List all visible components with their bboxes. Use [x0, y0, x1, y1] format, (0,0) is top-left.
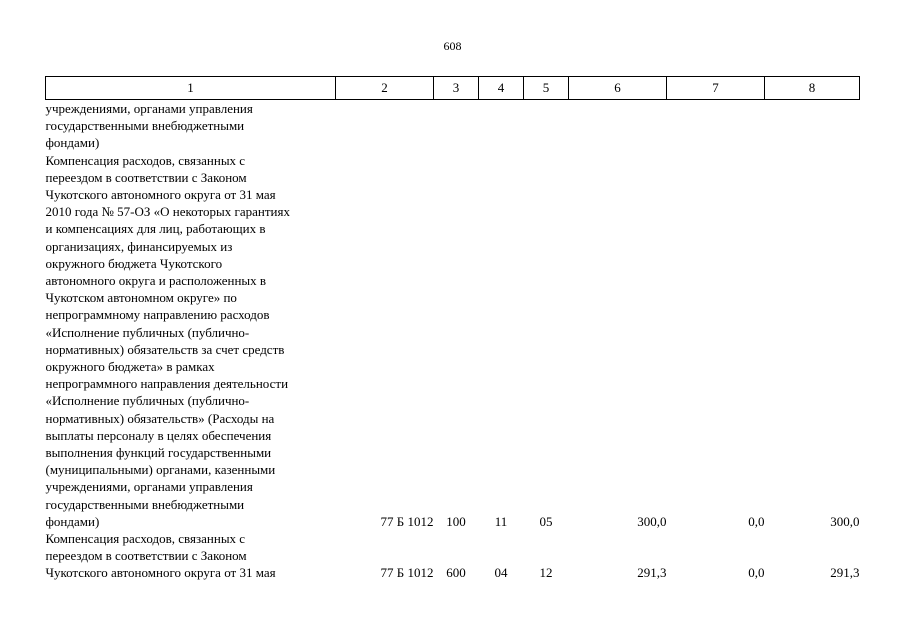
description-line: «Исполнение публичных (публично- — [45, 393, 250, 409]
amount-col7-cell: 0,0 — [748, 565, 765, 581]
header-col-7: 7 — [667, 77, 765, 100]
expense-type-cell — [434, 100, 479, 152]
description-line: окружного бюджета Чукотского — [45, 255, 223, 271]
amount-col8-cell: 300,0 — [830, 513, 860, 529]
section-cell: 11 — [494, 513, 508, 529]
header-row — [46, 77, 860, 100]
description-line: организациях, финансируемых из — [45, 238, 233, 254]
description-line: Компенсация расходов, связанных с — [45, 531, 246, 547]
description-line: переездом в соответствии с Законом — [45, 169, 247, 185]
description-line: выполнения функций государственными — [45, 445, 272, 461]
description-line: переездом в соответствии с Законом — [45, 548, 247, 564]
budget-code-cell: 77 Б 1012 — [380, 565, 434, 581]
description-line: непрограммному направлению расходов — [45, 307, 270, 323]
description-line: «Исполнение публичных (публично- — [45, 324, 250, 340]
description-line: и компенсациях для лиц, работающих в — [45, 221, 266, 237]
table-row — [46, 530, 860, 582]
description-line: государственными внебюджетными — [45, 118, 245, 134]
header-col-4: 4 — [479, 77, 524, 100]
subsection-cell: 05 — [539, 513, 553, 529]
table-row — [46, 152, 860, 530]
description-line: Чукотском автономном округе» по — [45, 290, 237, 306]
description-line: государственными внебюджетными — [45, 496, 245, 512]
amount-col7-cell — [667, 100, 765, 152]
description-line: непрограммного направления деятельности — [45, 376, 289, 392]
description-line: нормативных) обязательств за счет средств — [45, 341, 285, 357]
description-line: учреждениями, органами управления — [45, 479, 253, 495]
description-line: Чукотского автономного округа от 31 мая — [45, 565, 276, 581]
header-col-1: 1 — [46, 77, 336, 100]
subsection-cell — [524, 100, 569, 152]
budget-code-cell — [336, 100, 434, 152]
header-col-6: 6 — [569, 77, 667, 100]
description-line: автономного округа и расположенных в — [45, 273, 267, 289]
header-col-5: 5 — [524, 77, 569, 100]
amount-col6-cell: 300,0 — [637, 513, 667, 529]
row-description — [46, 100, 336, 152]
row-description — [46, 152, 336, 530]
amount-col8-cell — [765, 100, 860, 152]
page-number: 608 — [443, 39, 462, 53]
description-line: окружного бюджета» в рамках — [45, 359, 215, 375]
description-line: фондами) — [45, 135, 100, 151]
description-line: 2010 года № 57-ОЗ «О некоторых гарантиях — [45, 204, 290, 220]
description-line: фондами) — [45, 513, 100, 529]
description-line: Чукотского автономного округа от 31 мая — [45, 187, 276, 203]
budget-code-cell: 77 Б 1012 — [380, 513, 434, 529]
amount-col7-cell: 0,0 — [748, 513, 765, 529]
description-line: выплаты персоналу в целях обеспечения — [45, 427, 272, 443]
header-col-3: 3 — [434, 77, 479, 100]
row-description — [46, 530, 336, 582]
expense-type-cell: 600 — [446, 565, 466, 581]
description-line: учреждениями, органами управления — [45, 101, 253, 116]
section-cell: 04 — [494, 565, 508, 581]
subsection-cell: 12 — [539, 565, 553, 581]
section-cell — [479, 100, 524, 152]
header-col-8: 8 — [765, 77, 860, 100]
table-row — [46, 100, 860, 152]
amount-col6-cell — [569, 100, 667, 152]
description-line: Компенсация расходов, связанных с — [45, 152, 246, 168]
amount-col8-cell: 291,3 — [830, 565, 860, 581]
description-line: (муниципальными) органами, казенными — [45, 462, 276, 478]
amount-col6-cell: 291,3 — [637, 565, 667, 581]
description-line: нормативных) обязательств» (Расходы на — [45, 410, 275, 426]
expense-type-cell: 100 — [446, 513, 466, 529]
budget-table — [45, 76, 860, 582]
header-col-2: 2 — [336, 77, 434, 100]
